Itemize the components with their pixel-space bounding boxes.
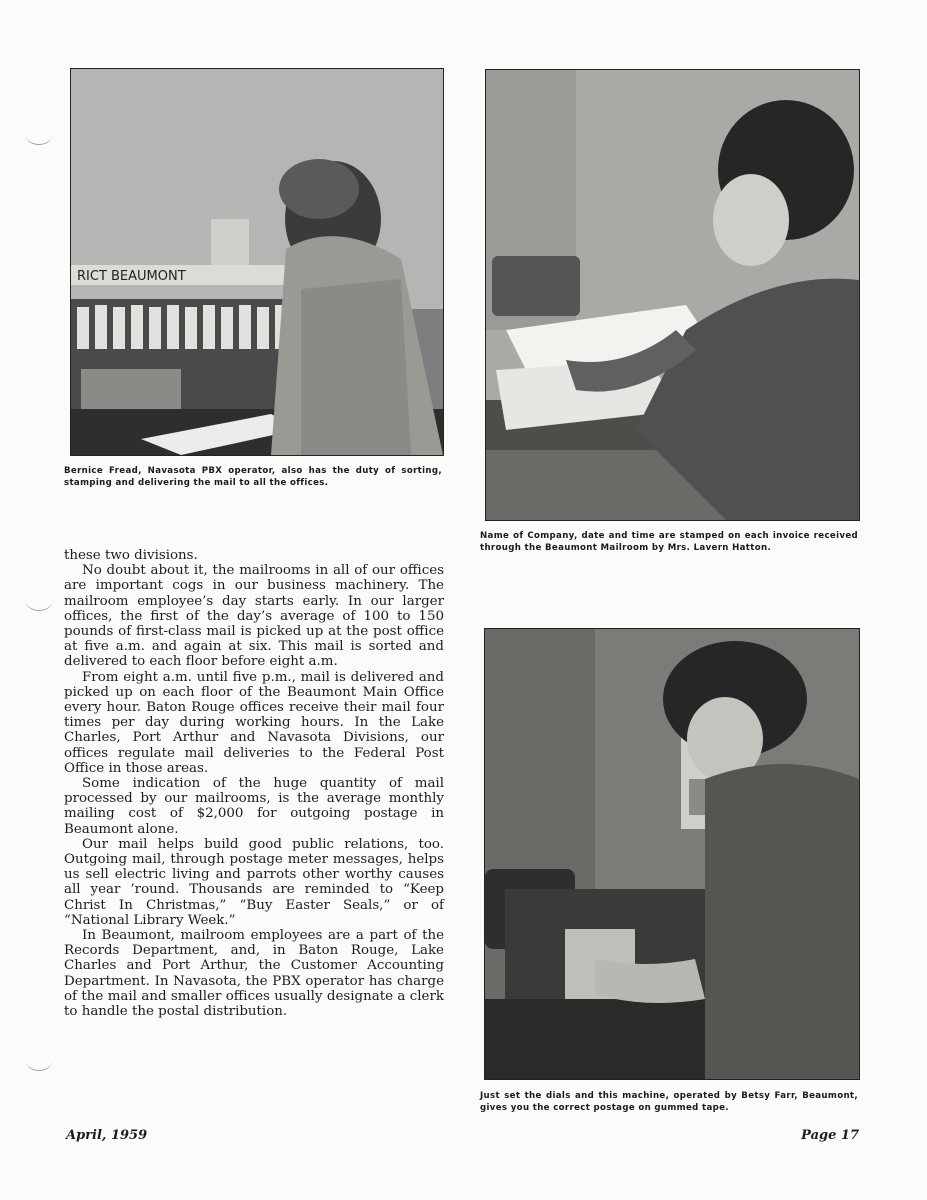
binder-hole-mark xyxy=(26,126,52,145)
article-paragraph: Some indication of the huge quantity of mail processed by our mailrooms, is the average monthly mailing cost of $2,000 for outgoing postage in Beaumont alone. xyxy=(64,776,444,837)
photo-postage-machine xyxy=(484,628,860,1080)
footer-date: April, 1959 xyxy=(66,1128,148,1143)
photo-caption: Bernice Fread, Navasota PBX operator, also has the duty of sorting, stamping and delivering the mail to all the offices. xyxy=(64,466,442,488)
article-body xyxy=(64,548,444,1019)
binder-hole-mark xyxy=(26,1052,52,1071)
photo-invoice-stamping xyxy=(485,69,860,521)
article-paragraph: Our mail helps build good public relations, too. Outgoing mail, through postage meter messages, helps us sell electric living and parrots other worthy causes all year ’round. Thousands are reminded to “Keep Christ In Christmas,” “Buy Easter Seals,” or of “National Library Week.” xyxy=(64,836,444,928)
photo-mail-sorting xyxy=(70,68,444,456)
article-paragraph: these two divisions. xyxy=(64,548,198,563)
photo-caption: Just set the dials and this machine, operated by Betsy Farr, Beaumont, gives you the correct postage on gummed tape. xyxy=(480,1091,858,1113)
article-paragraph: From eight a.m. until five p.m., mail is delivered and picked up on each floor of the Beaumont Main Office every hour. Baton Rouge offices receive their mail four times per day during working hours. In the Lake Charles, Port Arthur and Navasota Divisions, our offices regulate mail deliveries to the Federal Post Office in those areas. xyxy=(64,669,444,776)
article-paragraph: No doubt about it, the mailrooms in all of our offices are important cogs in our business machinery. The mailroom employee’s day starts early. In our larger offices, the first of the day’s average of 100 to 150 pounds of first-class mail is picked up at the post office at five a.m. and again at six. This mail is sorted and delivered to each floor before eight a.m. xyxy=(64,563,444,670)
binder-hole-mark xyxy=(26,592,52,611)
article-paragraph: In Beaumont, mailroom employees are a part of the Records Department, and, in Baton Rouge, Lake Charles and Port Arthur, the Customer Accounting Department. In Navasota, the PBX operator has charge of the mail and smaller offices usually designate a clerk to handle the postal distribution. xyxy=(64,928,444,1020)
photo-caption: Name of Company, date and time are stamped on each invoice received through the Beaumont Mailroom by Mrs. Lavern Hatton. xyxy=(480,531,858,553)
mail-rack-sign: RICT BEAUMONT xyxy=(77,269,186,284)
footer-page-number: Page 17 xyxy=(801,1128,859,1143)
